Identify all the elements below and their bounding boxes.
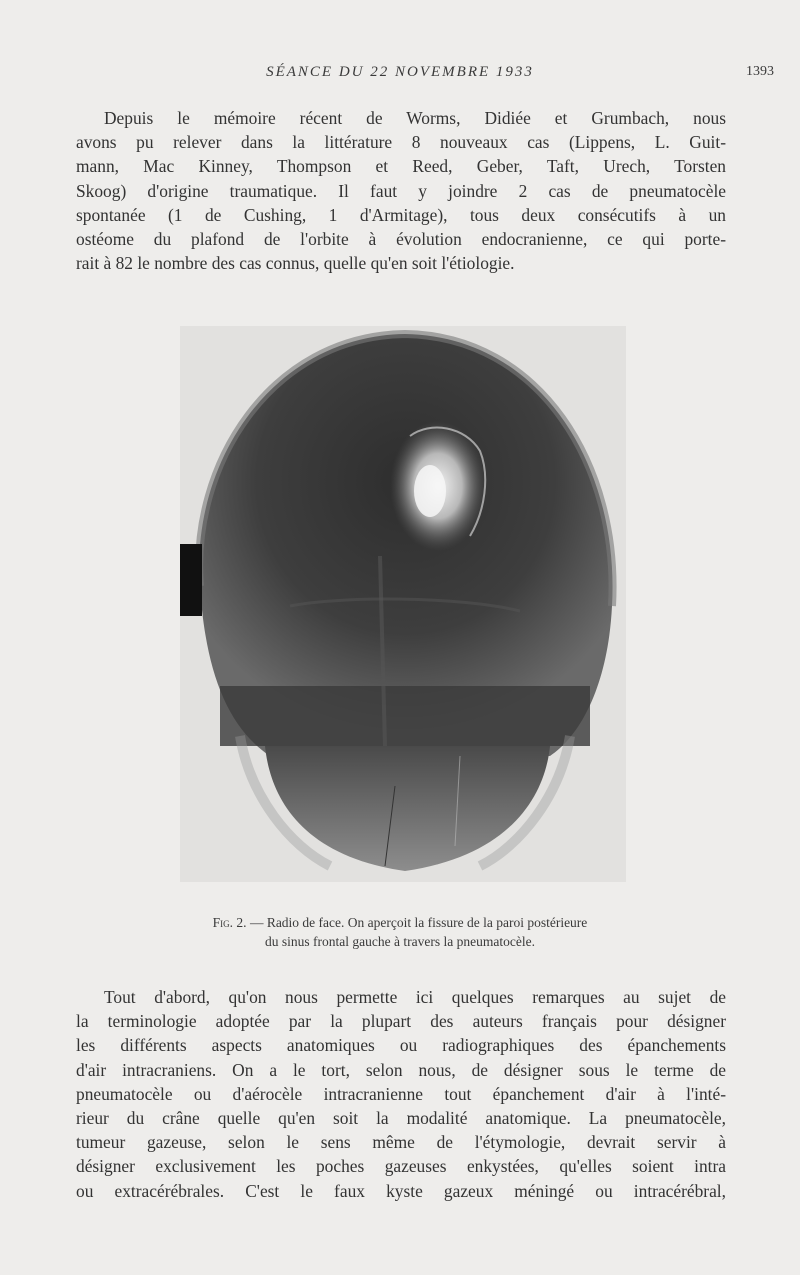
- text-line: désigner exclusivement les poches gazeuses enkystées, qu'elles soient intra: [76, 1156, 726, 1177]
- film-marker: [180, 544, 202, 616]
- caption-line-2: du sinus frontal gauche à travers la pneumatocèle.: [265, 934, 535, 949]
- text-line: Skoog) d'origine traumatique. Il faut y joindre 2 cas de pneumatocèle: [76, 180, 726, 201]
- text-line: rieur du crâne quelle qu'en soit la modalité anatomique. La pneumatocèle,: [76, 1108, 726, 1129]
- paragraph-1: [76, 106, 726, 275]
- text-line: spontanée (1 de Cushing, 1 d'Armitage), tous deux consécutifs à un: [76, 204, 726, 225]
- figure-caption: [0, 913, 800, 951]
- xray-figure: [180, 326, 626, 882]
- text-line: ou extracérébrales. C'est le faux kyste gazeux méningé ou intracérébral,: [76, 1180, 726, 1201]
- page-number: 1393: [746, 64, 774, 79]
- text-line: les différents aspects anatomiques ou radiographiques des épanchements: [76, 1035, 726, 1056]
- text-line: pneumatocèle ou d'aérocèle intracranienne tout épanchement d'air à l'inté-: [76, 1083, 726, 1104]
- page-header: [0, 64, 800, 86]
- paragraph-2: [76, 985, 726, 1203]
- running-head: SÉANCE DU 22 NOVEMBRE 1933: [266, 64, 534, 80]
- text-line: ostéome du plafond de l'orbite à évolution endocranienne, ce qui porte-: [76, 229, 726, 250]
- text-line: tumeur gazeuse, selon le sens même de l'étymologie, devrait servir à: [76, 1132, 726, 1153]
- text-line: Depuis le mémoire récent de Worms, Didiée et Grumbach, nous: [104, 108, 726, 128]
- skull-radiograph-image: [180, 326, 626, 882]
- figure-label: Fig. 2.: [212, 915, 247, 930]
- text-line: mann, Mac Kinney, Thompson et Reed, Geber, Taft, Urech, Torsten: [76, 156, 726, 177]
- text-line: la terminologie adoptée par la plupart des auteurs français pour désigner: [76, 1011, 726, 1032]
- text-line: rait à 82 le nombre des cas connus, quelle qu'en soit l'étiologie.: [76, 253, 515, 274]
- text-line: d'air intracraniens. On a le tort, selon nous, de désigner sous le terme de: [76, 1059, 726, 1080]
- caption-line-1: Fig. 2. — Radio de face. On aperçoit la fissure de la paroi postérieure: [212, 915, 588, 930]
- text-line: Tout d'abord, qu'on nous permette ici quelques remarques au sujet de: [104, 987, 726, 1007]
- text-line: avons pu relever dans la littérature 8 nouveaux cas (Lippens, L. Guit-: [76, 132, 726, 153]
